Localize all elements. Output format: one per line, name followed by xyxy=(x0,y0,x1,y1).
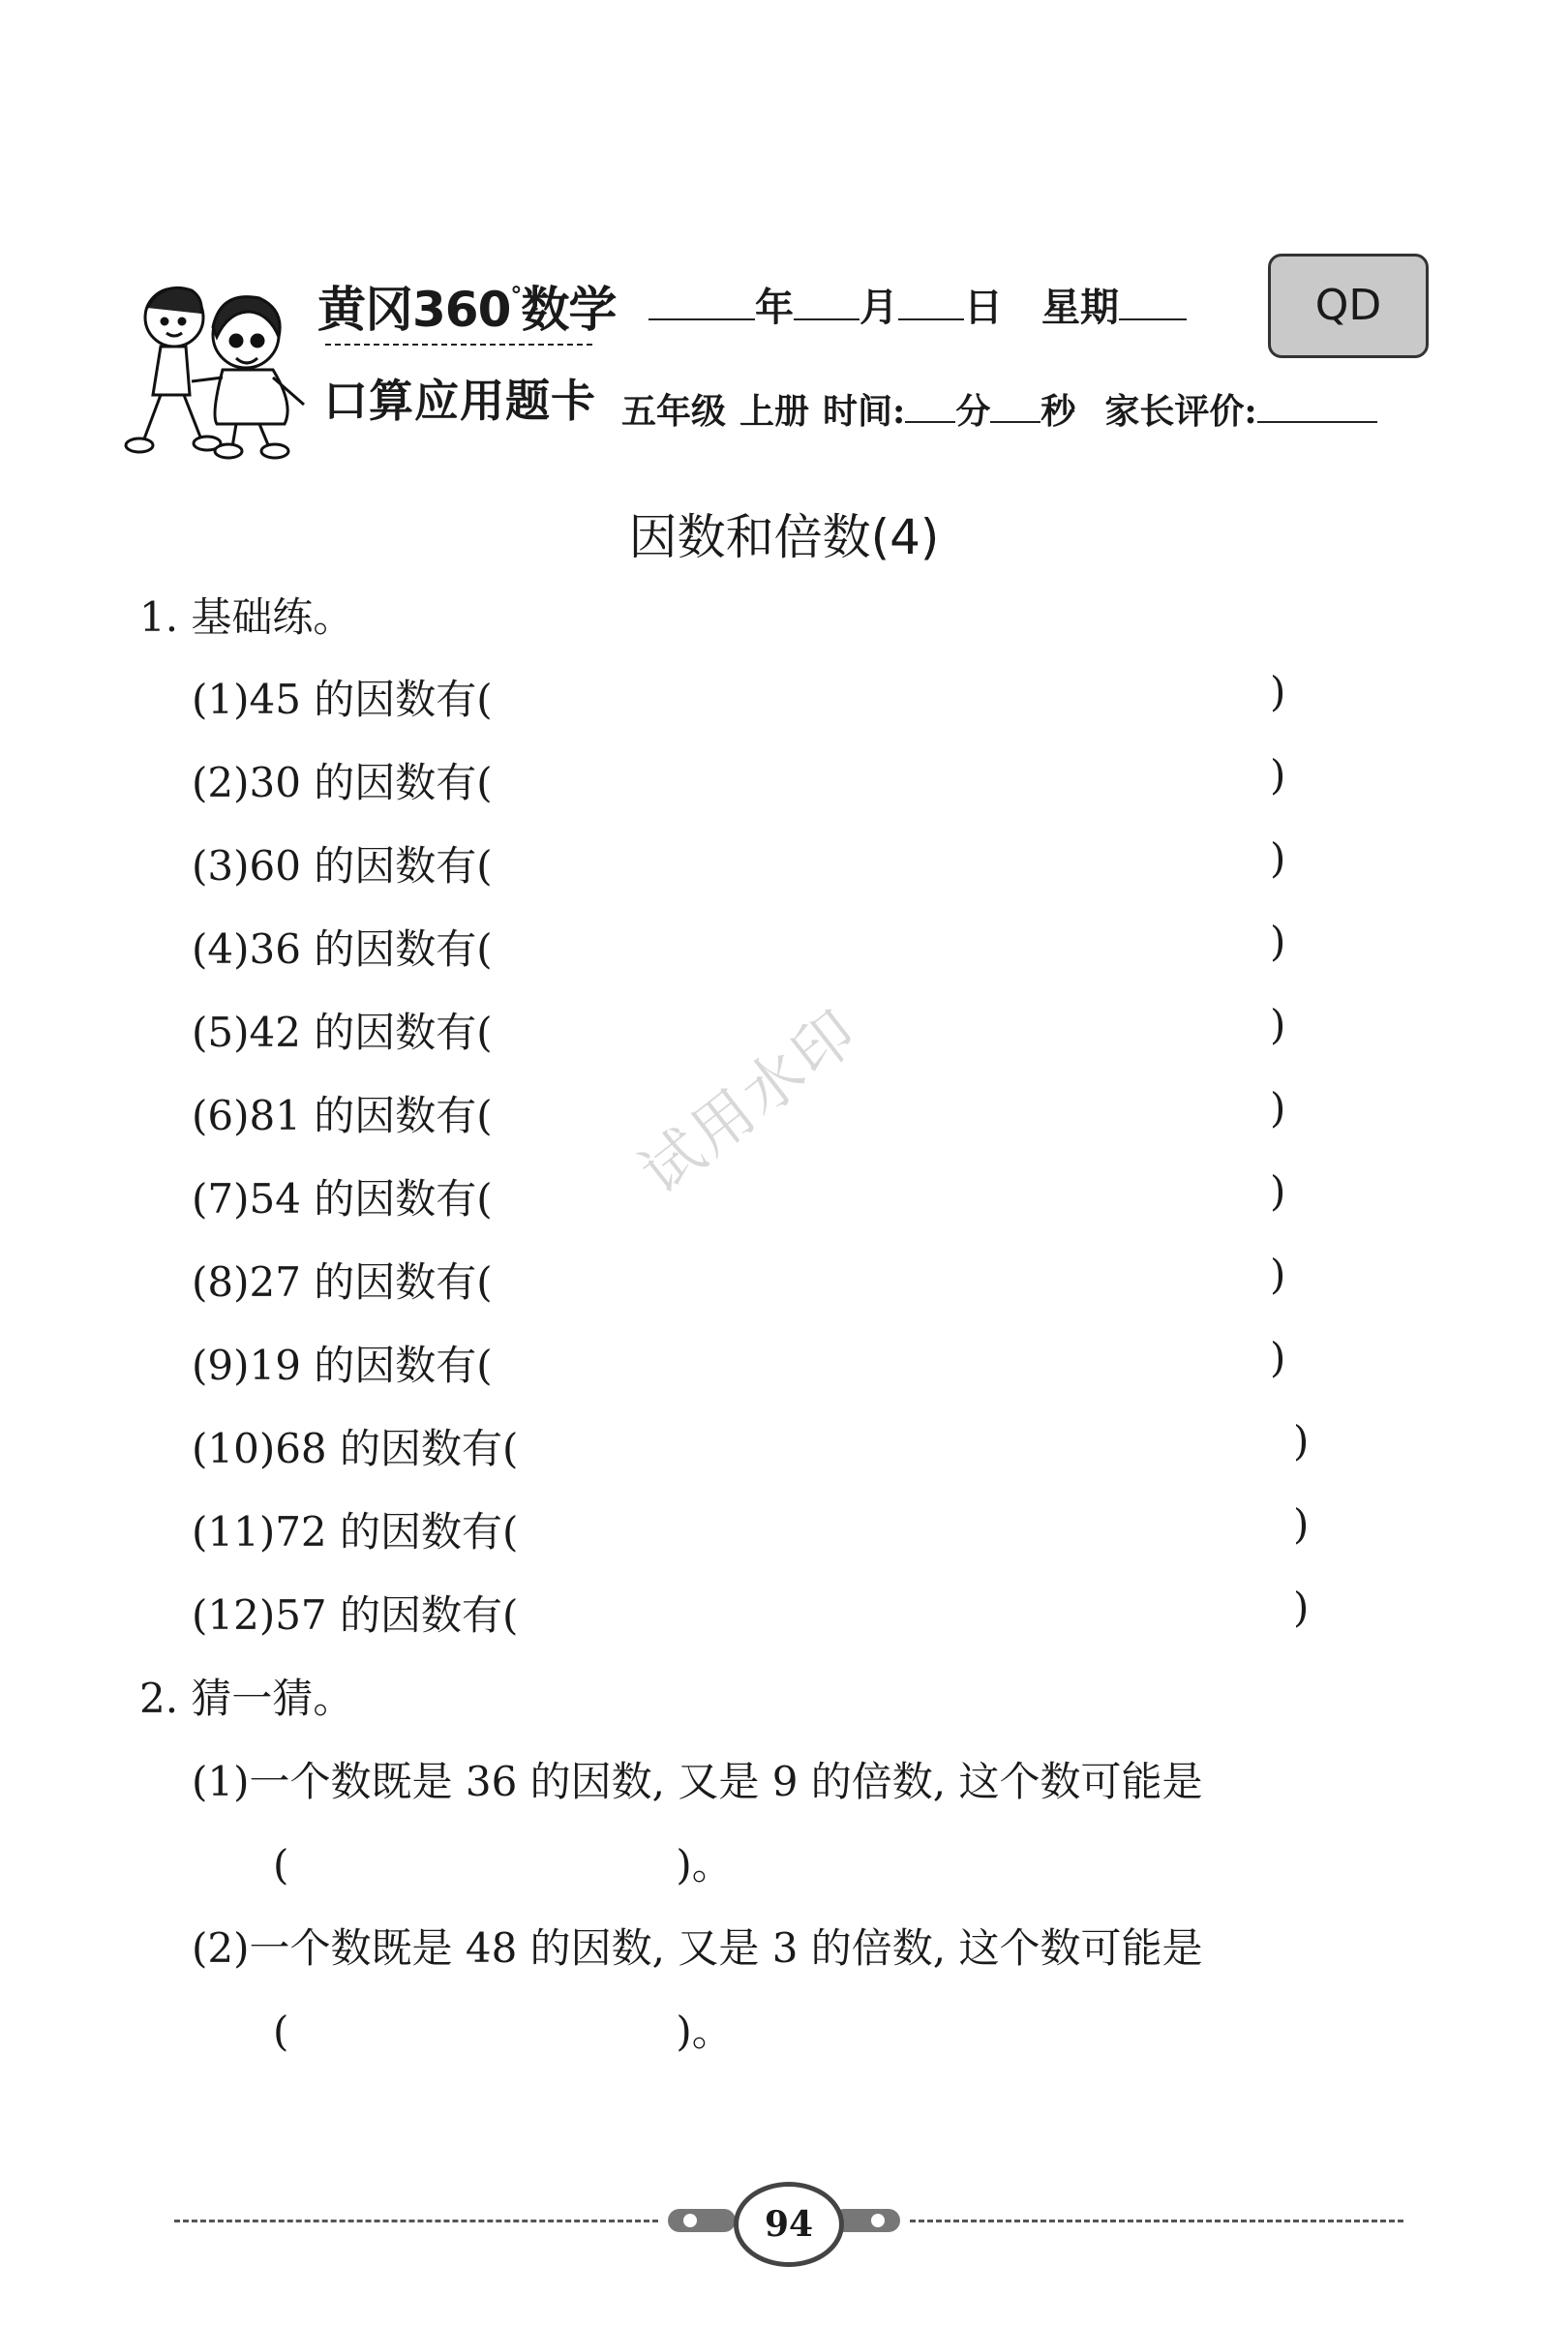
weekday-blank[interactable] xyxy=(1119,318,1187,320)
guess-question-1: (1)一个数既是 36 的因数, 又是 9 的倍数, 这个数可能是 xyxy=(192,1758,1203,1805)
year-label: 年 xyxy=(755,285,794,330)
time-label: 时间: xyxy=(823,391,906,432)
day-label: 日 xyxy=(964,285,1003,330)
question-item-12: (12)57 的因数有( xyxy=(192,1591,519,1639)
answer-close-8: ) xyxy=(1270,1251,1286,1298)
question-item-5: (5)42 的因数有( xyxy=(192,1009,493,1056)
parent-eval-label: 家长评价: xyxy=(1104,391,1257,432)
question-item-4: (4)36 的因数有( xyxy=(192,925,493,973)
brand-divider xyxy=(325,344,592,346)
answer-close-1: ) xyxy=(1270,668,1286,715)
minute-blank[interactable] xyxy=(905,421,955,423)
date-row xyxy=(648,277,1187,332)
question-item-10: (10)68 的因数有( xyxy=(192,1425,519,1472)
question-item-2: (2)30 的因数有( xyxy=(192,759,493,806)
question-item-9: (9)19 的因数有( xyxy=(192,1342,493,1389)
parent-eval-blank[interactable] xyxy=(1257,421,1377,423)
guess-answer-2 xyxy=(273,2000,733,2058)
lesson-title: 因数和倍数(4) xyxy=(628,509,940,565)
footer-pill-left xyxy=(668,2209,736,2232)
answer-close-7: ) xyxy=(1270,1167,1286,1215)
brand-degree: ° xyxy=(510,282,522,309)
page-number: 94 xyxy=(734,2182,844,2267)
trial-watermark: 试用水印 xyxy=(627,994,872,1208)
info-row xyxy=(621,384,1377,434)
guess-answer-close-2: )。 xyxy=(676,2008,733,2055)
year-blank[interactable] xyxy=(648,318,755,320)
minute-label: 分 xyxy=(955,391,991,432)
guess-question-2: (2)一个数既是 48 的因数, 又是 3 的倍数, 这个数可能是 xyxy=(192,1924,1203,1972)
brand-suffix: 数学 xyxy=(521,282,617,338)
guess-answer-open-2: ( xyxy=(273,2008,289,2055)
second-blank[interactable] xyxy=(990,421,1040,423)
brand-title xyxy=(317,271,616,341)
answer-close-10: ) xyxy=(1293,1417,1310,1465)
question-item-1: (1)45 的因数有( xyxy=(192,676,493,723)
question-item-7: (7)54 的因数有( xyxy=(192,1175,493,1223)
question-item-11: (11)72 的因数有( xyxy=(192,1508,519,1556)
question-item-6: (6)81 的因数有( xyxy=(192,1092,493,1139)
answer-close-3: ) xyxy=(1270,834,1286,882)
guess-answer-close-1: )。 xyxy=(676,1841,733,1889)
month-label: 月 xyxy=(859,285,898,330)
answer-close-4: ) xyxy=(1270,918,1286,965)
month-blank[interactable] xyxy=(794,318,859,320)
footer-dashed-line-right xyxy=(910,2220,1403,2222)
answer-close-11: ) xyxy=(1293,1500,1310,1548)
section1-heading: 1. 基础练。 xyxy=(139,593,354,641)
volume-label: 上册 xyxy=(739,391,810,432)
footer-dashed-line-left xyxy=(174,2220,658,2222)
weekday-label: 星期 xyxy=(1041,285,1119,330)
footer-dot-left xyxy=(683,2214,697,2227)
brand-subtitle: 口算应用题卡 xyxy=(323,375,596,427)
answer-close-6: ) xyxy=(1270,1084,1286,1132)
answer-close-12: ) xyxy=(1293,1584,1310,1631)
day-blank[interactable] xyxy=(898,318,964,320)
answer-close-9: ) xyxy=(1270,1334,1286,1381)
guess-answer-1 xyxy=(273,1833,733,1891)
question-item-8: (8)27 的因数有( xyxy=(192,1258,493,1306)
second-label: 秒 xyxy=(1040,391,1076,432)
brand-main: 黄冈360 xyxy=(317,282,511,338)
question-item-3: (3)60 的因数有( xyxy=(192,842,493,890)
footer-dot-right xyxy=(871,2214,885,2227)
guess-answer-open-1: ( xyxy=(273,1841,289,1889)
answer-close-2: ) xyxy=(1270,751,1286,799)
cartoon-kids-illustration xyxy=(114,269,327,463)
grade-label: 五年级 xyxy=(621,391,727,432)
edition-badge: QD xyxy=(1268,254,1429,358)
answer-close-5: ) xyxy=(1270,1001,1286,1048)
section2-heading: 2. 猜一猜。 xyxy=(139,1675,354,1722)
